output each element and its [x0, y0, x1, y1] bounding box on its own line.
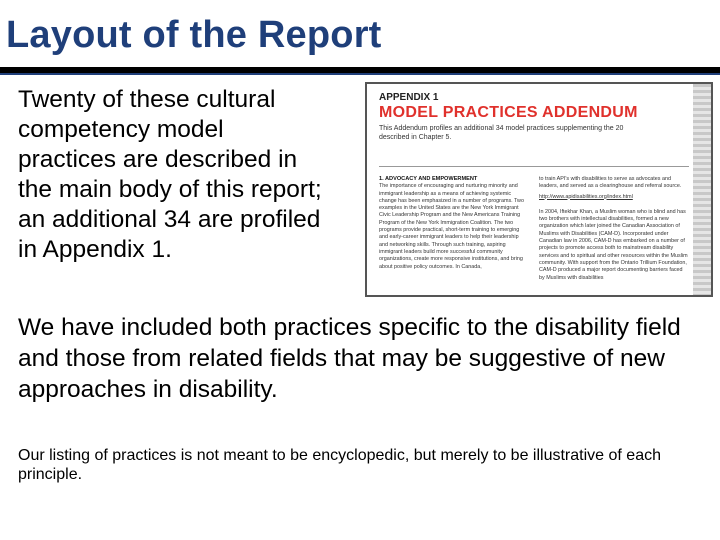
- appendix-column-left: [379, 176, 529, 271]
- body-paragraph: We have included both practices specific to the disability field and those from related fields that may be suggestive of new approaches in disability.: [18, 314, 681, 403]
- footnote-paragraph: Our listing of practices is not meant to be encyclopedic, but merely to be illustrative of each principle.: [18, 447, 661, 483]
- intro-paragraph: Twenty of these cultural competency model practices are described in the main body of this report; an additional 34 are profiled in Appendix 1.: [18, 86, 322, 263]
- title-divider-accent: [0, 73, 720, 75]
- appendix-subtitle: This Addendum profiles an additional 34 model practices supplementing the 20 described in Chapter 5.: [379, 125, 624, 141]
- appendix-section-text: The importance of encouraging and nurturing minority and immigrant leadership as a means of achieving systemic change has been emphasized in a number of programs. Two examples in the United States are the New York Immigrant Civic Leadership Program and the New Americans Training Program of the New York Immigration Coalition. The two programs provide practical, short-term training to emerging and early-career immigrant leaders to help their leadership and networking skills. Through such training, aspiring immigrant leaders build more successful community organizations, create more responsive institutions, and bring about positive policy outcomes. In Canada,: [379, 183, 524, 270]
- appendix-column-text: In 2004, Iftekhar Khan, a Muslim woman who is blind and has two brothers with intellectual disabilities, formed a new organization which later joined the Canadian Association of Muslims with Disabilities (CAM-D). Incorporated under Canadian law in 2006, CAM-D has embarked on a number of projects to promote access both to mainstream disability services and to spiritual and other resources within the Muslim community. With support from the Ontario Trillium Foundation, CAM-D produced a major report documenting barriers faced by Muslims with disabilities: [539, 208, 688, 281]
- appendix-section-heading: 1. ADVOCACY AND EMPOWERMENT: [379, 176, 478, 182]
- appendix-label: APPENDIX 1: [379, 92, 439, 103]
- slide-title: Layout of the Report: [6, 14, 382, 56]
- appendix-link: http://www.apidisabilities.org/index.html: [539, 193, 633, 200]
- appendix-title: MODEL PRACTICES ADDENDUM: [379, 104, 638, 121]
- appendix-column-right: [539, 176, 689, 282]
- appendix-page-thumbnail: [365, 82, 713, 297]
- appendix-column-intro: to train API's with disabilities to serve as advocates and leaders, and served as a clearinghouse and referral source.: [539, 176, 682, 190]
- appendix-rule: [379, 166, 689, 167]
- page-edge-shading: [693, 84, 711, 297]
